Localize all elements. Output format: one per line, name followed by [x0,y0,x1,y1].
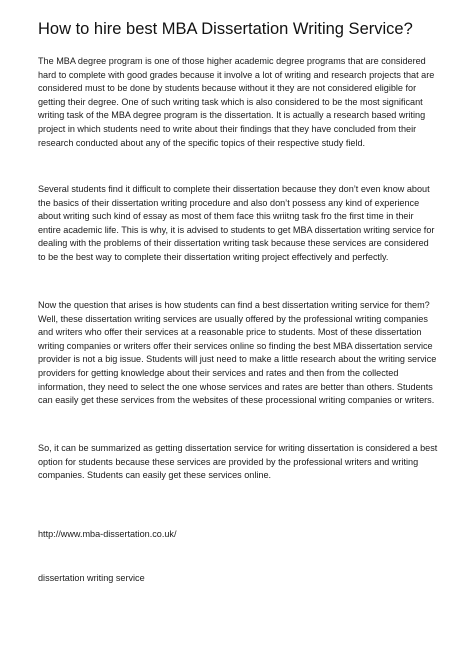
paragraph-finding-service: Now the question that arises is how students can find a best dissertation writing service for them? Well, these dissertation writing services are usually offered by the professional writing companies and writers who offer their services at a reasonable price to students. Most of these dissertation writing companies or writers offer their services online so finding the best MBA dissertation service provider is not a big issue. Students will just need to make a little research about the writing service providers for getting knowledge about their services and rates and then from the collected information, they need to select the one whose services and rates are better than others. Students can easily get these services from the websites of these processional writing companies or writers. [38,300,437,406]
paragraph-summary: So, it can be summarized as getting dissertation service for writing dissertation is considered a best option for students because these services are provided by the professional writers and writing companies. Students can easily get these services online. [38,443,438,481]
document-title: How to hire best MBA Dissertation Writing Service? [38,20,413,38]
footer-keyword: dissertation writing service [38,573,145,583]
paragraph-intro: The MBA degree program is one of those higher academic degree programs that are considered hard to complete with good grades because it involve a lot of writing and research projects that are considered must to be done by students because without it they are not considered eligible for getting their degree. One of such writing task which is also considered to be the most significant writing task of the MBA degree program is the dissertation. It is actually a research based writing project in which students need to write about their findings that they have concluded from their research conducted about any of the specific topics of their respective study field. [38,56,435,148]
paragraph-difficulties: Several students find it difficult to complete their dissertation because they don’t even know about the basics of their dissertation writing procedure and also don’t possess any kind of experience about writing such kind of essay as most of them face this wriitng task fro the first time in their entire academic life. This is why, it is advised to students to get MBA dissertation writing service for dealing with the problems of their dissertation writing task because these services are considered to be the best way to complete their dissertation writing project effectively and perfectly. [38,184,435,262]
website-link[interactable]: http://www.mba-dissertation.co.uk/ [38,529,177,539]
